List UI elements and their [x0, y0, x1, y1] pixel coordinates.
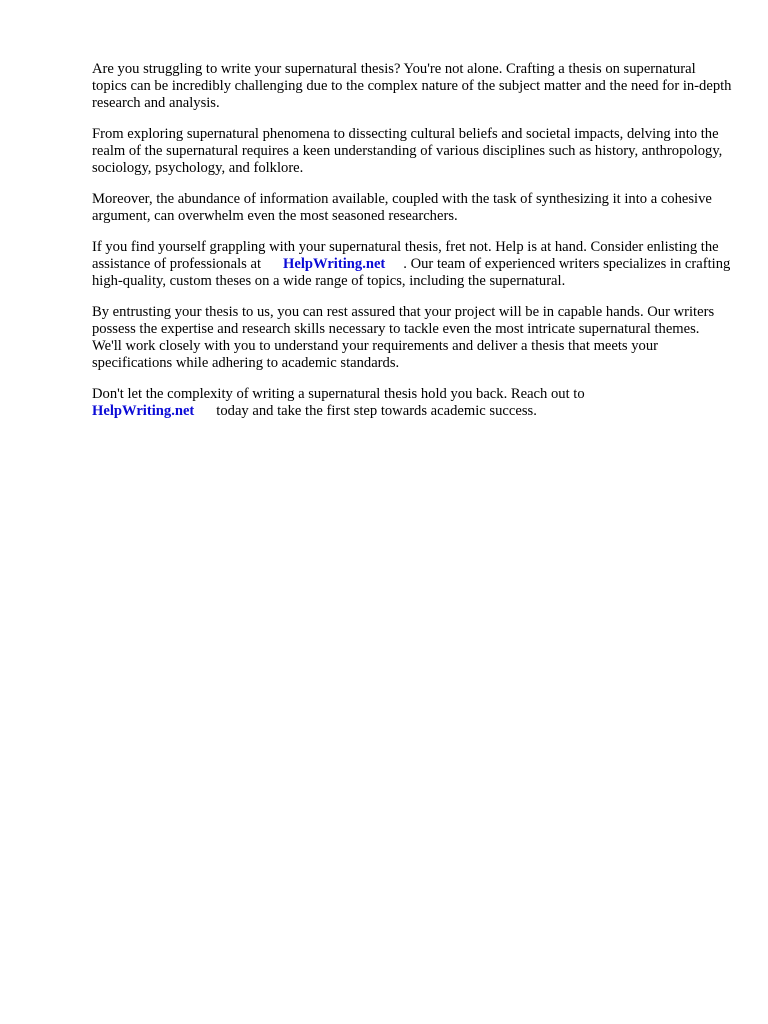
paragraph-entrusting: [92, 304, 732, 372]
paragraph-help-after: . Our team of experienced writers specializes in crafting high-quality, custom theses on a wide range of topics, including the supernatural.: [92, 256, 731, 289]
paragraph-disciplines-text: From exploring supernatural phenomena to dissecting cultural beliefs and societal impacts, delving into the realm of the supernatural requires a keen understanding of various disciplines such as history, anthropology, sociology, psychology, and folklore.: [92, 126, 723, 176]
paragraph-intro-text: Are you struggling to write your supernatural thesis? You're not alone. Crafting a thesis on supernatural topics can be incredibly challenging due to the complex nature of the subject matter and the need for in-depth research and analysis.: [92, 61, 732, 111]
paragraph-entrusting-text: By entrusting your thesis to us, you can rest assured that your project will be in capable hands. Our writers possess the expertise and research skills necessary to tackle even the most intricate supernatural themes. We'll work closely with you to understand your requirements and deliver a thesis that meets your specifications while adhering to academic standards.: [92, 304, 715, 371]
paragraph-information-text: Moreover, the abundance of information available, coupled with the task of synthesizing it into a cohesive argument, can overwhelm even the most seasoned researchers.: [92, 191, 712, 224]
helpwriting-link-2[interactable]: HelpWriting.net: [92, 403, 195, 419]
paragraph-cta-before: Don't let the complexity of writing a supernatural thesis hold you back. Reach out to: [92, 386, 585, 402]
paragraph-call-to-action: [92, 386, 732, 420]
paragraph-disciplines: [92, 126, 732, 177]
helpwriting-link-1[interactable]: HelpWriting.net: [283, 256, 386, 272]
paragraph-help: [92, 239, 732, 290]
document-body: [92, 61, 732, 434]
paragraph-information: [92, 191, 732, 225]
paragraph-cta-after: today and take the first step towards academic success.: [216, 403, 537, 419]
paragraph-help-before: If you find yourself grappling with your supernatural thesis, fret not. Help is at hand. Consider enlisting the assistance of professionals at: [92, 239, 719, 272]
paragraph-intro: [92, 61, 732, 112]
